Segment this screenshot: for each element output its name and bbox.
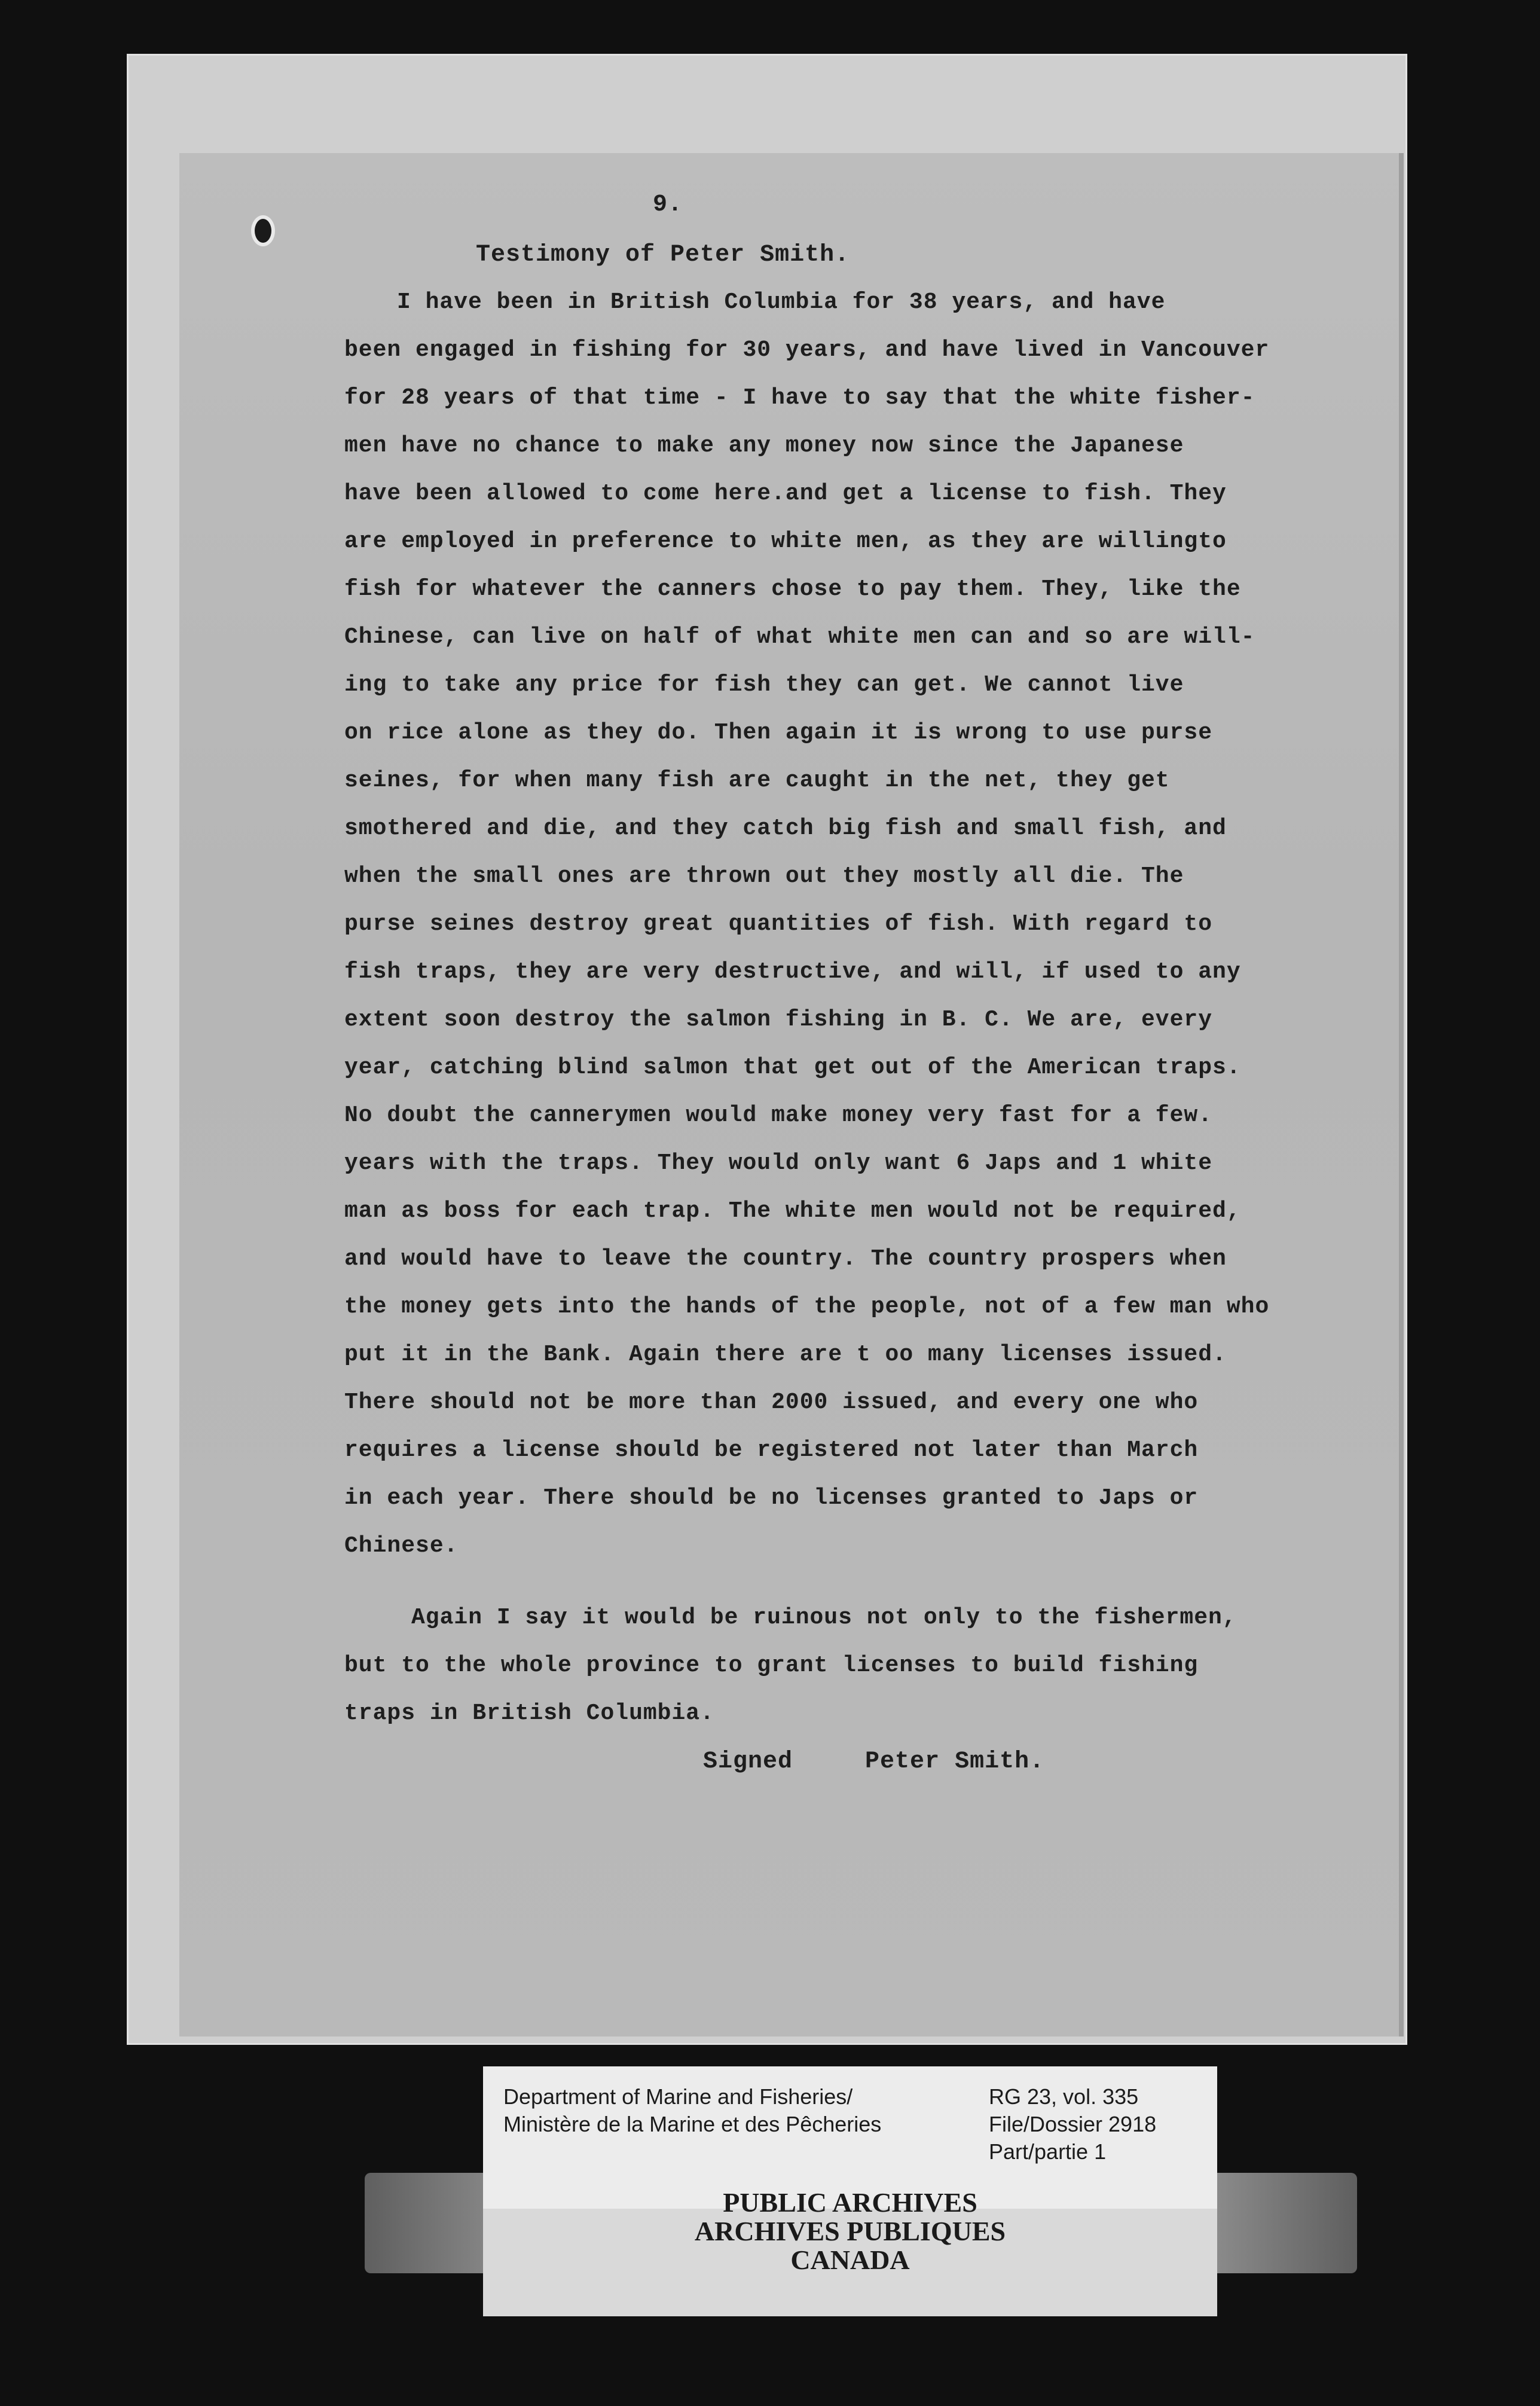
body-line: There should not be more than 2000 issued, and every one who [344,1390,1199,1415]
body-line: been engaged in fishing for 30 years, and have lived in Vancouver [344,337,1270,363]
body-line: fish for whatever the canners chose to pay them. They, like the [344,576,1241,602]
document-title: Testimony of Peter Smith. [476,242,850,268]
body-line: when the small ones are thrown out they mostly all die. The [344,863,1184,889]
body-line: extent soon destroy the salmon fishing in B. C. We are, every [344,1007,1213,1033]
stamp-line-3: CANADA [790,2245,910,2275]
archives-stamp [483,2188,1217,2274]
body-line: seines, for when many fish are caught in the net, they get [344,768,1170,793]
stamp-line-1: PUBLIC ARCHIVES [723,2187,977,2218]
body-line: Chinese. [344,1533,459,1559]
body-line: purse seines destroy great quantities of fish. With regard to [344,911,1213,937]
body-line: man as boss for each trap. The white men would not be required, [344,1198,1241,1224]
signature-block [703,1748,1102,1775]
body-line: requires a license should be registered not later than March [344,1437,1199,1463]
part-number: Part/partie 1 [989,2139,1107,2164]
file-number: File/Dossier 2918 [989,2112,1157,2136]
signature-name: Peter Smith. [865,1748,1045,1775]
body-line: and would have to leave the country. The country prospers when [344,1246,1227,1272]
body-line: fish traps, they are very destructive, and will, if used to any [344,959,1241,985]
department-french: Ministère de la Marine et des Pêcheries [503,2112,882,2136]
department-english: Department of Marine and Fisheries/ [503,2084,853,2109]
body-line: smothered and die, and they catch big fish and small fish, and [344,816,1227,841]
page-number: 9. [653,191,683,218]
record-group: RG 23, vol. 335 [989,2084,1139,2109]
body-line: on rice alone as they do. Then again it is wrong to use purse [344,720,1213,746]
body-line: have been allowed to come here.and get a license to fish. They [344,481,1227,506]
body-line: Chinese, can live on half of what white men can and so are will- [344,624,1255,650]
body-line: for 28 years of that time - I have to say that the white fisher- [344,385,1255,411]
body-line: years with the traps. They would only want 6 Japs and 1 white [344,1150,1213,1176]
body-line: put it in the Bank. Again there are t oo many licenses issued. [344,1342,1227,1367]
body-line: year, catching blind salmon that get out of the American traps. [344,1055,1241,1080]
body-line: in each year. There should be no licenses granted to Japs or [344,1485,1199,1511]
stamp-line-2: ARCHIVES PUBLIQUES [694,2216,1006,2246]
body-line: traps in British Columbia. [344,1700,714,1726]
hole-punch-mark [251,215,275,246]
body-line: men have no chance to make any money now since the Japanese [344,433,1184,459]
body-line: are employed in preference to white men, as they are willingto [344,529,1227,554]
body-line: ing to take any price for fish they can get. We cannot live [344,672,1184,698]
body-line: No doubt the cannerymen would make money very fast for a few. [344,1103,1213,1128]
body-line: I have been in British Columbia for 38 years, and have [397,289,1166,315]
body-line: but to the whole province to grant licenses to build fishing [344,1653,1199,1678]
body-line: the money gets into the hands of the people, not of a few man who [344,1294,1270,1320]
signature-label: Signed [703,1748,793,1775]
body-line: Again I say it would be ruinous not only to the fishermen, [411,1605,1237,1631]
